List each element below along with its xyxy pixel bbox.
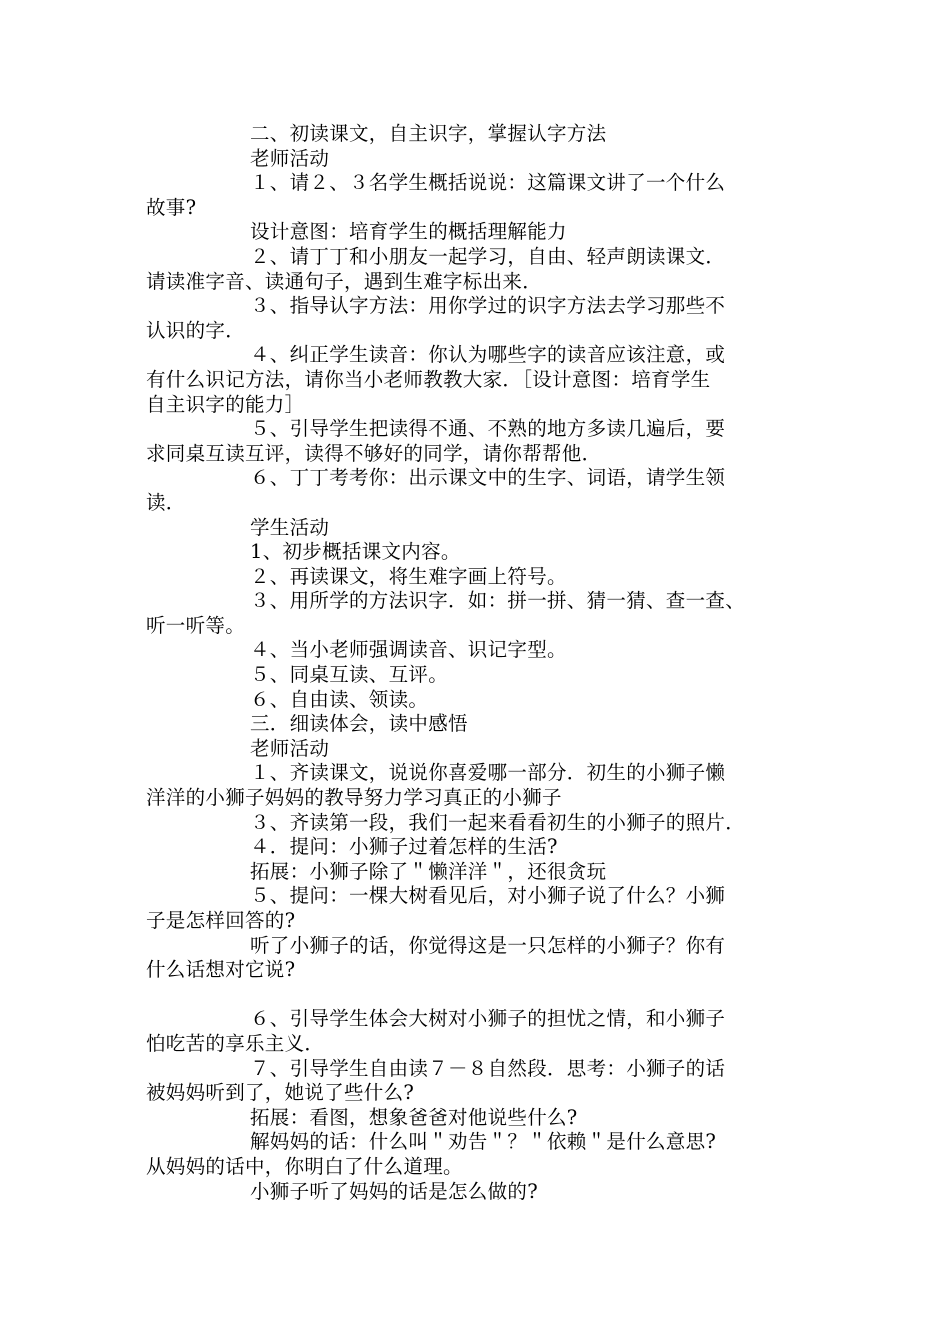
paragraph-line: 1、初步概括课文内容。: [250, 540, 461, 564]
paragraph-line: 从妈妈的话中，你明白了什么道理。: [146, 1154, 463, 1178]
paragraph-line: 被妈妈听到了，她说了些什么?: [146, 1081, 415, 1105]
paragraph-line: ７、引导学生自由读７－８自然段．思考：小狮子的话: [250, 1056, 726, 1080]
paragraph-line: ４、纠正学生读音：你认为哪些字的读音应该注意，或: [250, 343, 726, 367]
paragraph-line: 故事?: [146, 195, 197, 219]
paragraph-line: 认识的字．: [146, 318, 246, 342]
paragraph-line: 设计意图：培育学生的概括理解能力: [250, 220, 567, 244]
paragraph-line: １、齐读课文，说说你喜爱哪一部分．初生的小狮子懒: [250, 761, 726, 785]
paragraph-line: 解妈妈的话：什么叫＂劝告＂？＂依赖＂是什么意思?: [250, 1130, 717, 1154]
paragraph-line: ５、提问：一棵大树看见后，对小狮子说了什么？小狮: [250, 884, 726, 908]
subheading: 学生活动: [250, 515, 330, 539]
paragraph-line: 小狮子听了妈妈的话是怎么做的?: [250, 1179, 538, 1203]
paragraph-line: 听一听等。: [146, 613, 246, 637]
section-heading: 三．细读体会，读中感悟: [250, 712, 468, 736]
section-heading: 二、初读课文，自主识字，掌握认字方法: [250, 122, 607, 145]
paragraph-line: ６、自由读、领读。: [250, 687, 429, 711]
paragraph-line: ６、引导学生体会大树对小狮子的担忧之情，和小狮子: [250, 1007, 726, 1031]
paragraph-line: 自主识字的能力］: [146, 392, 305, 416]
paragraph-line: ２、再读课文，将生难字画上符号。: [250, 564, 567, 588]
paragraph-line: ５、同桌互读、互评。: [250, 663, 449, 687]
paragraph-line: 拓展：看图，想象爸爸对他说些什么?: [250, 1105, 578, 1129]
paragraph-line: 怕吃苦的享乐主义．: [146, 1031, 325, 1055]
paragraph-line: ３、齐读第一段，我们一起来看看初生的小狮子的照片．: [250, 810, 746, 834]
paragraph-line: ２、请丁丁和小朋友一起学习，自由、轻声朗读课文．: [250, 244, 726, 268]
paragraph-line: ５、引导学生把读得不通、不熟的地方多读几遍后，要: [250, 417, 726, 441]
paragraph-line: ４．提问：小狮子过着怎样的生活?: [250, 835, 558, 859]
paragraph-line: 拓展：小狮子除了＂懒洋洋＂，还很贪玩: [250, 859, 607, 883]
paragraph-line: ３、指导认字方法：用你学过的识字方法去学习那些不: [250, 294, 726, 318]
paragraph-line: 子是怎样回答的?: [146, 909, 296, 932]
document-body: [146, 122, 810, 1204]
paragraph-line: ３、用所学的方法识字．如：拼一拼、猜一猜、查一查、: [250, 589, 746, 613]
blank-line: [146, 983, 810, 1008]
subheading: 老师活动: [250, 736, 330, 760]
paragraph-line: 求同桌互读互评，读得不够好的同学，请你帮帮他．: [146, 441, 602, 465]
paragraph-line: 洋洋的小狮子妈妈的教导努力学习真正的小狮子: [146, 786, 562, 810]
paragraph-line: ６、丁丁考考你：出示课文中的生字、词语，请学生领: [250, 466, 726, 490]
paragraph-line: 听了小狮子的话，你觉得这是一只怎样的小狮子？你有: [250, 933, 726, 957]
paragraph-line: １、请２、３名学生概括说说：这篇课文讲了一个什么: [250, 171, 726, 195]
paragraph-line: ４、当小老师强调读音、识记字型。: [250, 638, 567, 662]
paragraph-line: 读．: [146, 490, 186, 514]
paragraph-line: 有什么识记方法，请你当小老师教教大家．［设计意图：培育学生: [146, 367, 711, 391]
paragraph-line: 请读准字音、读通句子，遇到生难字标出来．: [146, 269, 543, 293]
subheading: 老师活动: [250, 146, 330, 170]
paragraph-line: 什么话想对它说?: [146, 958, 296, 982]
